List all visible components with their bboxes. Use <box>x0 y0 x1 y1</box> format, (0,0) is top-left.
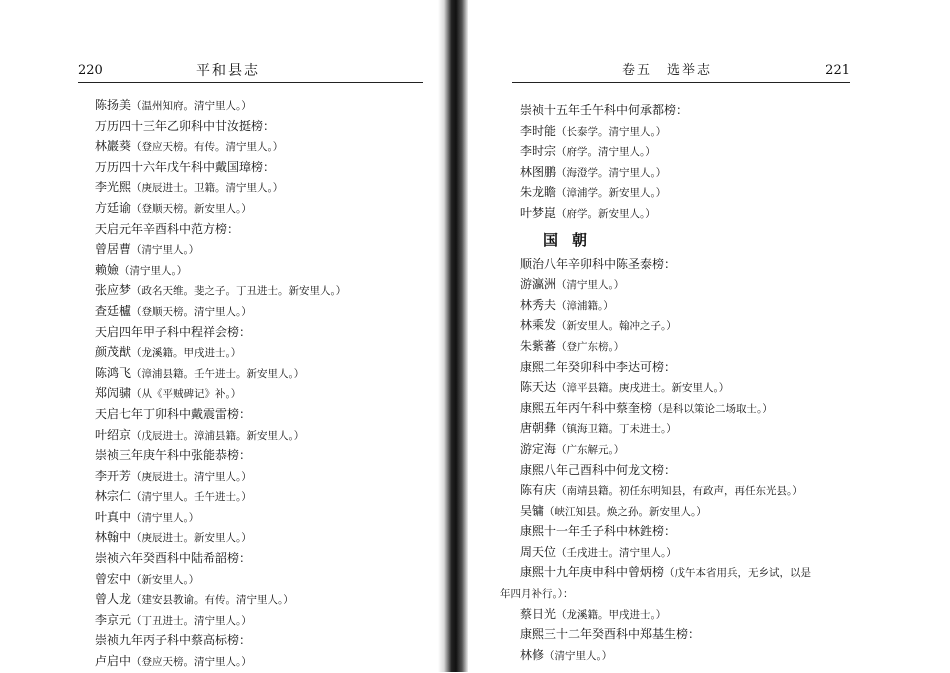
entry-name: 郑闶骕 <box>95 386 132 401</box>
section-title: 国朝 <box>543 230 602 249</box>
entry-name: 林图鹏 <box>520 164 557 179</box>
entry-note: （府学。新安里人。） <box>556 207 656 220</box>
entry-name: 万历四十三年乙卯科中甘汝挺榜： <box>95 118 276 133</box>
entry-name: 万历四十六年戊午科中戴国璋榜： <box>95 159 276 174</box>
text-line <box>95 570 440 591</box>
book-spine <box>438 0 468 672</box>
text-line <box>95 467 440 488</box>
entry-note: （登应天榜。有传。清宁里人。） <box>131 141 284 154</box>
entry-note: （清宁里人。） <box>544 649 613 662</box>
text-line <box>95 96 440 117</box>
entry-name: 颜茂猷 <box>95 345 132 360</box>
text-line <box>95 426 440 447</box>
text-line <box>95 631 440 652</box>
entry-note: （登应天榜。清宁里人。） <box>131 656 252 669</box>
text-line <box>95 158 440 179</box>
entry-name: 李时能 <box>520 123 557 138</box>
text-line <box>520 204 860 225</box>
text-line <box>520 646 860 667</box>
text-line <box>520 625 860 646</box>
entry-note: （登广东榜。） <box>556 340 625 353</box>
text-line <box>95 117 440 138</box>
entry-note: （戊辰进士。漳浦县籍。新安里人。） <box>131 429 305 442</box>
text-line <box>95 323 440 344</box>
entry-note: （南靖县籍。初任东明知县，有政声，再任东光县。） <box>556 485 803 498</box>
entry-name: 林秀夫 <box>520 297 557 312</box>
entry-name: 康熙八年己酉科中何龙文榜： <box>520 462 677 477</box>
text-line <box>520 605 860 626</box>
entry-name: 卢启中 <box>95 654 132 669</box>
text-line <box>95 343 440 364</box>
entry-note: （清宁里人。壬午进士。） <box>131 491 252 504</box>
entry-name: 李开芳 <box>95 468 132 483</box>
entry-name: 周天位 <box>520 544 557 559</box>
entry-name: 康熙三十二年癸酉科中郑基生榜： <box>520 627 701 642</box>
entry-note: （登顺天榜。新安里人。） <box>131 202 252 215</box>
entry-name: 曾人龙 <box>95 592 132 607</box>
left-page-title: 平和县志 <box>196 63 260 79</box>
entry-note: （壬戌进士。清宁里人。） <box>556 546 677 559</box>
entry-name: 游定海 <box>520 441 557 456</box>
entry-note: （海澄学。清宁里人。） <box>556 166 667 179</box>
entry-note: （镇海卫籍。丁未进士。） <box>556 423 677 436</box>
left-page-number: 220 <box>78 63 103 78</box>
entry-name: 康熙十一年壬子科中林鉎榜： <box>520 524 677 539</box>
entry-note: （龙溪籍。甲戌进士。） <box>556 608 667 621</box>
entry-note: （政名天维。斐之子。丁丑进士。新安里人。） <box>131 285 347 298</box>
entry-note: （建安县教谕。有传。清宁里人。） <box>131 594 294 607</box>
entry-name: 李光熙 <box>95 180 132 195</box>
entry-name: 游瀛洲 <box>520 277 557 292</box>
entry-note: （清宁里人。） <box>119 264 188 277</box>
right-text-block-after <box>500 255 860 667</box>
entry-note: （清宁里人。） <box>131 244 200 257</box>
entry-note: （丁丑进士。清宁里人。） <box>131 614 252 627</box>
entry-name: 朱龙瞻 <box>520 185 557 200</box>
text-line <box>520 101 860 122</box>
text-line <box>520 163 860 184</box>
entry-note: 年四月补行。）： <box>500 588 574 601</box>
text-line <box>95 261 440 282</box>
entry-name: 顺治八年辛卯科中陈圣泰榜： <box>520 256 677 271</box>
right-page-title: 卷五 选举志 <box>622 63 713 78</box>
text-line <box>95 199 440 220</box>
entry-name: 康熙五年丙午科中蔡奎榜 <box>520 400 653 415</box>
text-line <box>520 358 860 379</box>
text-line <box>520 337 860 358</box>
text-line <box>95 302 440 323</box>
entry-note: （从《平贼碑记》补。） <box>131 388 242 401</box>
text-line <box>95 405 440 426</box>
entry-name: 天启七年丁卯科中戴震雷榜： <box>95 406 252 421</box>
entry-note: （庚辰进士。新安里人。） <box>131 532 252 545</box>
text-line <box>520 419 860 440</box>
entry-name: 崇祯九年丙子科中蔡高标榜： <box>95 633 252 648</box>
text-line <box>95 528 440 549</box>
text-line <box>95 446 440 467</box>
entry-note: （是科以策论二场取士。） <box>652 402 773 415</box>
text-line <box>520 255 860 276</box>
entry-name: 林巖葵 <box>95 139 132 154</box>
text-line <box>520 461 860 482</box>
entry-name: 吴镛 <box>520 503 545 518</box>
entry-name: 林翰中 <box>95 530 132 545</box>
entry-name: 张应梦 <box>95 283 132 298</box>
text-line <box>95 652 440 673</box>
text-line <box>520 563 860 584</box>
entry-name: 康熙二年癸卯科中李达可榜： <box>520 359 677 374</box>
left-page-header <box>78 60 423 83</box>
entry-note: （峡江知县。焕之孙。新安里人。） <box>544 505 707 518</box>
text-line <box>95 487 440 508</box>
entry-note: （清宁里人。） <box>131 511 200 524</box>
entry-note: （漳浦县籍。壬午进士。新安里人。） <box>131 367 305 380</box>
entry-name: 康熙十九年庚申科中曾炳榜 <box>520 565 665 580</box>
entry-name: 天启四年甲子科中程祥会榜： <box>95 324 252 339</box>
text-line <box>520 183 860 204</box>
entry-name: 陈天达 <box>520 380 557 395</box>
entry-name: 崇祯三年庚午科中张能恭榜： <box>95 448 252 463</box>
right-page-text <box>500 101 860 666</box>
entry-name: 方廷谕 <box>95 200 132 215</box>
text-line <box>95 220 440 241</box>
text-line <box>520 543 860 564</box>
entry-name: 崇祯六年癸酉科中陆希韶榜： <box>95 551 252 566</box>
entry-name: 朱紫蕃 <box>520 338 557 353</box>
entry-name: 叶梦崑 <box>520 205 557 220</box>
entry-note: （府学。清宁里人。） <box>556 146 656 159</box>
entry-note: （登顺天榜。清宁里人。） <box>131 305 252 318</box>
text-line <box>520 502 860 523</box>
entry-name: 崇祯十五年壬午科中何承都榜： <box>520 103 689 117</box>
entry-name: 李京元 <box>95 612 132 627</box>
entry-name: 叶绍京 <box>95 427 132 442</box>
entry-note: （戊午本省用兵，无乡试，以是 <box>664 567 812 580</box>
text-line <box>95 384 440 405</box>
text-line <box>95 137 440 158</box>
text-line <box>500 584 860 605</box>
entry-note: （温州知府。清宁里人。） <box>131 100 252 112</box>
text-line <box>520 296 860 317</box>
text-line <box>95 590 440 611</box>
text-line <box>520 481 860 502</box>
text-line <box>520 122 860 143</box>
text-line <box>95 281 440 302</box>
entry-name: 曾居曹 <box>95 242 132 257</box>
text-line <box>95 611 440 632</box>
entry-note: （龙溪籍。甲戌进士。） <box>131 347 242 360</box>
text-line <box>520 399 860 420</box>
entry-note: （清宁里人。） <box>556 279 625 292</box>
text-line <box>95 178 440 199</box>
text-line <box>520 522 860 543</box>
text-line <box>520 142 860 163</box>
entry-name: 蔡日光 <box>520 606 557 621</box>
entry-name: 陈鸿飞 <box>95 365 132 380</box>
entry-note: （庚辰进士。卫籍。清宁里人。） <box>131 182 284 195</box>
text-line <box>95 240 440 261</box>
entry-name: 林修 <box>520 647 545 662</box>
entry-name: 陈有庆 <box>520 483 557 498</box>
entry-name: 曾宏中 <box>95 571 132 586</box>
right-text-block-before <box>520 101 860 225</box>
text-line <box>520 275 860 296</box>
entry-name: 查廷櫨 <box>95 303 132 318</box>
entry-name: 李时宗 <box>520 144 557 159</box>
entry-name: 陈扬美 <box>95 98 132 112</box>
entry-note: （广东解元。） <box>556 443 625 456</box>
text-line <box>520 440 860 461</box>
text-line <box>95 364 440 385</box>
entry-note: （庚辰进士。清宁里人。） <box>131 470 252 483</box>
entry-note: （漳浦籍。） <box>556 299 614 312</box>
text-line <box>95 508 440 529</box>
text-line <box>95 549 440 570</box>
entry-note: （漳浦学。新安里人。） <box>556 187 667 200</box>
entry-name: 天启元年辛酉科中范方榜： <box>95 221 240 236</box>
left-page-text <box>95 96 440 673</box>
entry-name: 赖嬐 <box>95 262 120 277</box>
entry-name: 唐朝彝 <box>520 421 557 436</box>
text-line <box>520 378 860 399</box>
entry-name: 林宗仁 <box>95 489 132 504</box>
entry-name: 叶真中 <box>95 509 132 524</box>
entry-name: 林乘发 <box>520 318 557 333</box>
entry-note: （新安里人。翰冲之子。） <box>556 320 677 333</box>
entry-note: （长泰学。清宁里人。） <box>556 125 667 138</box>
right-page-header <box>512 60 850 83</box>
entry-note: （漳平县籍。庚戌进士。新安里人。） <box>556 382 730 395</box>
text-line <box>520 316 860 337</box>
right-page-number: 221 <box>825 63 850 78</box>
entry-note: （新安里人。） <box>131 573 200 586</box>
